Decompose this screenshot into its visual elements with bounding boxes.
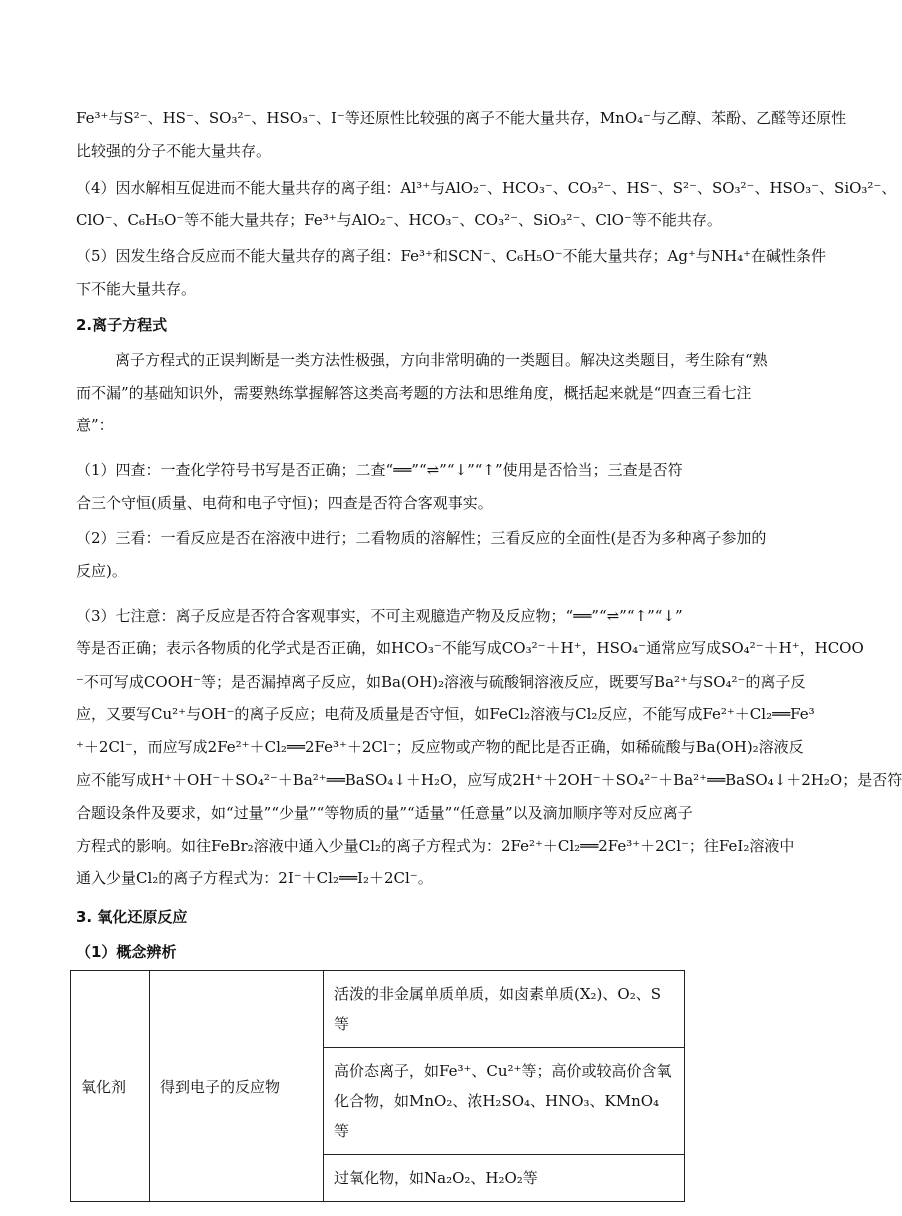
text-line: 应，又要写Cu²⁺与OH⁻的离子反应；电荷及质量是否守恒，如FeCl₂溶液与Cl₂反应，不能写成Fe²⁺＋Cl₂══Fe³ (76, 705, 815, 723)
section-heading: 2.离子方程式 (76, 316, 168, 334)
text-line: 合题设条件及要求，如“过量”“少量”“等物质的量”“适量”“任意量”以及滴加顺序等对反应离子 (76, 804, 693, 822)
text-line: 下不能大量共存。 (76, 280, 197, 298)
text-line: （4）因水解相互促进而不能大量共存的离子组：Al³⁺与AlO₂⁻、HCO₃⁻、CO₃²⁻、HS⁻、S²⁻、SO₃²⁻、HSO₃⁻、SiO₃²⁻、 (76, 179, 897, 197)
table-cell-example: 高价态离子，如Fe³⁺、Cu²⁺等；高价或较高价含氧化合物，如MnO₂、浓H₂SO₄、HNO₃、KMnO₄等 (324, 1048, 685, 1155)
text-line: 应不能写成H⁺＋OH⁻＋SO₄²⁻＋Ba²⁺══BaSO₄↓＋H₂O，应写成2H⁺＋2OH⁻＋SO₄²⁻＋Ba²⁺══BaSO₄↓＋2H₂O；是否符 (76, 771, 902, 789)
text-line: （1）四查：一查化学符号书写是否正确；二查“══”“⇌”“↓”“↑”使用是否恰当；三查是否符 (76, 461, 683, 479)
section-heading: 3. 氧化还原反应 (76, 908, 188, 926)
text-line: （2）三看：一看反应是否在溶液中进行；二看物质的溶解性；三看反应的全面性(是否为多种离子参加的 (76, 529, 767, 547)
text-line: 合三个守恒(质量、电荷和电子守恒)；四查是否符合客观事实。 (76, 494, 493, 512)
text-line: ⁻不可写成COOH⁻等；是否漏掉离子反应，如Ba(OH)₂溶液与硫酸铜溶液反应，既要写Ba²⁺与SO₄²⁻的离子反 (76, 673, 806, 691)
text-line: ClO⁻、C₆H₅O⁻等不能大量共存；Fe³⁺与AlO₂⁻、HCO₃⁻、CO₃²⁻、SiO₃²⁻、ClO⁻等不能共存。 (76, 211, 722, 229)
text-line: （5）因发生络合反应而不能大量共存的离子组：Fe³⁺和SCN⁻、C₆H₅O⁻不能大量共存；Ag⁺与NH₄⁺在碱性条件 (76, 247, 827, 265)
text-line: 比较强的分子不能大量共存。 (76, 142, 272, 160)
text-line: 通入少量Cl₂的离子方程式为：2I⁻＋Cl₂══I₂＋2Cl⁻。 (76, 869, 433, 887)
paragraph-first-line: 离子方程式的正误判断是一类方法性极强，方向非常明确的一类题目。解决这类题目，考生除有“熟 (115, 351, 768, 369)
text-line: Fe³⁺与S²⁻、HS⁻、SO₃²⁻、HSO₃⁻、I⁻等还原性比较强的离子不能大量共存，MnO₄⁻与乙醇、苯酚、乙醛等还原性 (76, 109, 847, 127)
table-cell-example: 过氧化物，如Na₂O₂、H₂O₂等 (324, 1155, 685, 1202)
subsection-heading: （1）概念辨析 (76, 943, 177, 961)
text-line: 反应)。 (76, 562, 127, 580)
text-line: 方程式的影响。如往FeBr₂溶液中通入少量Cl₂的离子方程式为：2Fe²⁺＋Cl₂══2Fe³⁺＋2Cl⁻；往FeI₂溶液中 (76, 837, 795, 855)
text-line: 而不漏”的基础知识外，需要熟练掌握解答这类高考题的方法和思维角度，概括起来就是“四查三看七注 (76, 384, 752, 402)
table-cell-definition: 得到电子的反应物 (150, 971, 324, 1202)
concept-table (70, 970, 685, 1202)
text-line: ⁺＋2Cl⁻，而应写成2Fe²⁺＋Cl₂══2Fe³⁺＋2Cl⁻；反应物或产物的配比是否正确，如稀硫酸与Ba(OH)₂溶液反 (76, 738, 804, 756)
text-line: 意”： (76, 416, 114, 434)
text-line: 等是否正确；表示各物质的化学式是否正确，如HCO₃⁻不能写成CO₃²⁻＋H⁺，HSO₄⁻通常应写成SO₄²⁻＋H⁺，HCOO (76, 639, 864, 657)
table-cell-example: 活泼的非金属单质单质，如卤素单质(X₂)、O₂、S等 (324, 971, 685, 1048)
text-line: （3）七注意：离子反应是否符合客观事实，不可主观臆造产物及反应物；“══”“⇌”“↑”“↓” (76, 607, 683, 625)
table-row (71, 971, 685, 1048)
table-cell-term: 氧化剂 (71, 971, 150, 1202)
